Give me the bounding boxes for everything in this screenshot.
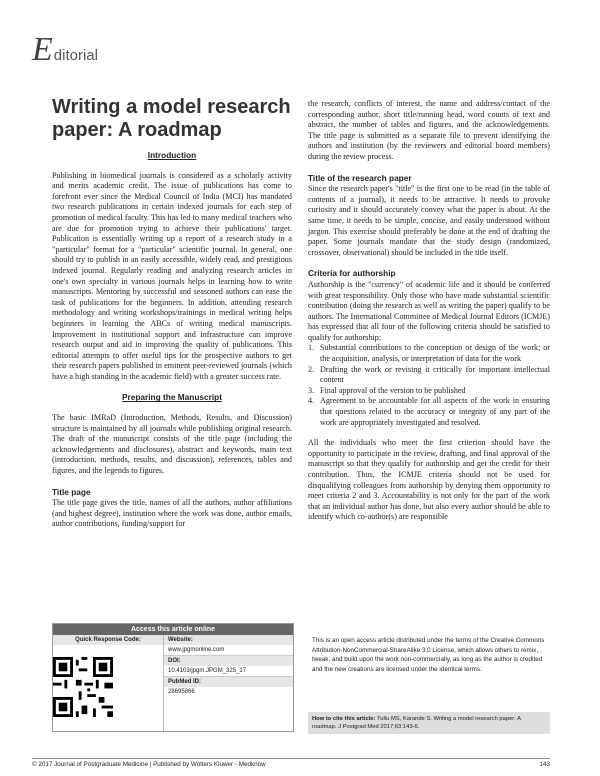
- citation-text: Tullu MS, Karande S. Writing a model research paper: A roadmap. J Postgrad Med 2017;63:143-6.: [312, 716, 521, 730]
- after-list-text: All the individuals who meet the first criterion should have the opportunity to participate in the review, drafting, and final approval of the manuscript so that they qualify for authorship and get the credit for their contribution. Thus, the ICMJE criteria should not be used for disqualifying colleagues from authorship by denying them opportunity to meet criteria 2 and 3. Accountability is not only for the part of the work that an individual author has done, but also every author should be able to identify which co-author(s) are responsible: [308, 438, 550, 522]
- preparing-text: The basic IMRaD (Introduction, Methods, Results, and Discussion) structure is maintained by all journals while publishing original research. The draft of the manuscript consists of the title page (including the acknowledgements and disclosures), abstract and keywords, main text (introduction, methods, results, and discussion), references, tables and figures, and the legends to figures.: [52, 413, 292, 476]
- page-number: 143: [539, 761, 550, 768]
- pubmed-label: PubMed ID:: [164, 677, 293, 687]
- pubmed-id[interactable]: 28695866: [168, 689, 195, 695]
- section-label-initial: E: [32, 31, 53, 68]
- criteria-heading: Criteria for authorship: [308, 268, 396, 279]
- license-text: This is an open access article distributed under the terms of the Creative Commons Attribution-NonCommercial-ShareAlike 3.0 License, which allows others to remix, tweak, and build upon the work non-commercially, as long as the author is credited and the new creations are licensed under the identical terms.: [312, 637, 545, 673]
- doi-label: DOI:: [164, 656, 293, 666]
- introduction-text: Publishing in biomedical journals is considered as a scholarly activity and merits academic credit. The issue of publications has come to forefront ever since the Medical Council of India (MCI) has mandated two research publications in certain indexed journals for each step of promotion of medical faculty. This has led to many medical teachers who are due for promotion trying to achieve their publications' target. Publication is essentially writing up a report of a research study in a "particular" format for a "particular" scientific journal. In general, one should try to publish in an easily accessible, widely read, and prestigious indexed journal. Regularly reading and analyzing research articles in one's own specialty in various journals helps in learning how to write manuscripts. Mentoring by successful and seasoned authors can ease the task of publications for the beginners. In addition, attending research methodology and writing workshops/trainings in medical writing helps beginners in learning the ABCs of writing medical manuscripts. Improvement in institutional support and infrastructure can improve research output and aid in improving the quality of publications. This editorial attempts to offer useful tips for the prospective authors to get their research papers published in eminent peer-reviewed journals (which have a high standing in the academic field) with a greater success rate.: [52, 170, 292, 381]
- title-of-paper-heading: Title of the research paper: [308, 172, 412, 183]
- qr-code-icon[interactable]: [53, 657, 113, 717]
- citation-box: [308, 712, 550, 734]
- section-label-rest: ditorial: [53, 47, 98, 64]
- preparing-heading: Preparing the Manuscript: [121, 392, 223, 403]
- introduction-heading: Introduction: [147, 150, 197, 160]
- qr-label: Quick Response Code:: [53, 635, 163, 645]
- list-item: 1. Substantial contributions to the conception or design of the work; or the acquisition, analysis, or interpretation of data for the work: [308, 343, 550, 364]
- page-footer: [32, 758, 550, 768]
- criteria-list: [308, 343, 550, 428]
- doi-link[interactable]: 10.4103/jpgm.JPGM_325_17: [168, 668, 247, 674]
- access-box: [52, 623, 294, 732]
- list-item: 4. Agreement to be accountable for all aspects of the work in ensuring that questions related to the accuracy or integrity of any part of the work are appropriately investigated and resolved.: [308, 396, 550, 427]
- article-title: Writing a model research paper: A roadmap: [52, 96, 291, 141]
- list-item: 3. Final approval of the version to be published: [308, 385, 466, 395]
- section-label: [32, 31, 98, 68]
- left-column: [52, 150, 292, 530]
- access-heading: Access this article online: [53, 624, 293, 635]
- footer-copyright: © 2017 Journal of Postgraduate Medicine | Published by Wolters Kluwer - Medknow: [32, 761, 266, 768]
- title-page-text: The title page gives the title, names of all the authors, author affiliations (and highest degree), institution where the work was done, author emails, author contributions, funding/support for: [52, 498, 292, 529]
- criteria-text: Authorship is the "currency" of academic life and it should be conferred with great responsibility. Only those who have made substantial scientific contribution (doing the research as well as writing the paper) qualify to be authors. The International Committee of Medical Journal Editors (ICMJE) has expressed that all four of the following criteria should be satisfied to qualify for authorship:: [308, 279, 550, 342]
- right-column: [308, 99, 550, 523]
- title-page-heading: Title page: [52, 486, 91, 497]
- citation-label: How to cite this article:: [312, 716, 376, 722]
- website-label: Website:: [164, 635, 293, 645]
- website-link[interactable]: www.jpgmonline.com: [168, 647, 225, 653]
- list-item: 2. Drafting the work or revising it critically for important intellectual content: [308, 364, 550, 385]
- continued-text: the research, conflicts of interest, the name and address/contact of the corresponding author, short title/running head, word counts of text and abstract, the number of tables and figures, and the acknowledgements. The title page is submitted as a separate file to prevent identifying the authors and institution (by the reviewers and editorial board members) during the review process.: [308, 99, 550, 161]
- title-of-paper-text: Since the research paper's "title" is the first one to be read (in the table of contents of a journal), it needs to be attractive. It needs to provoke curiosity and it should accurately convey what the paper is about. At the same time, it needs to be simple, concise, and easily understood without jargon. This exercise should preferably be done at the end of drafting the paper. Some journals mandate that the study design (randomized, crossover, observational) should be included in the title itself.: [308, 184, 550, 257]
